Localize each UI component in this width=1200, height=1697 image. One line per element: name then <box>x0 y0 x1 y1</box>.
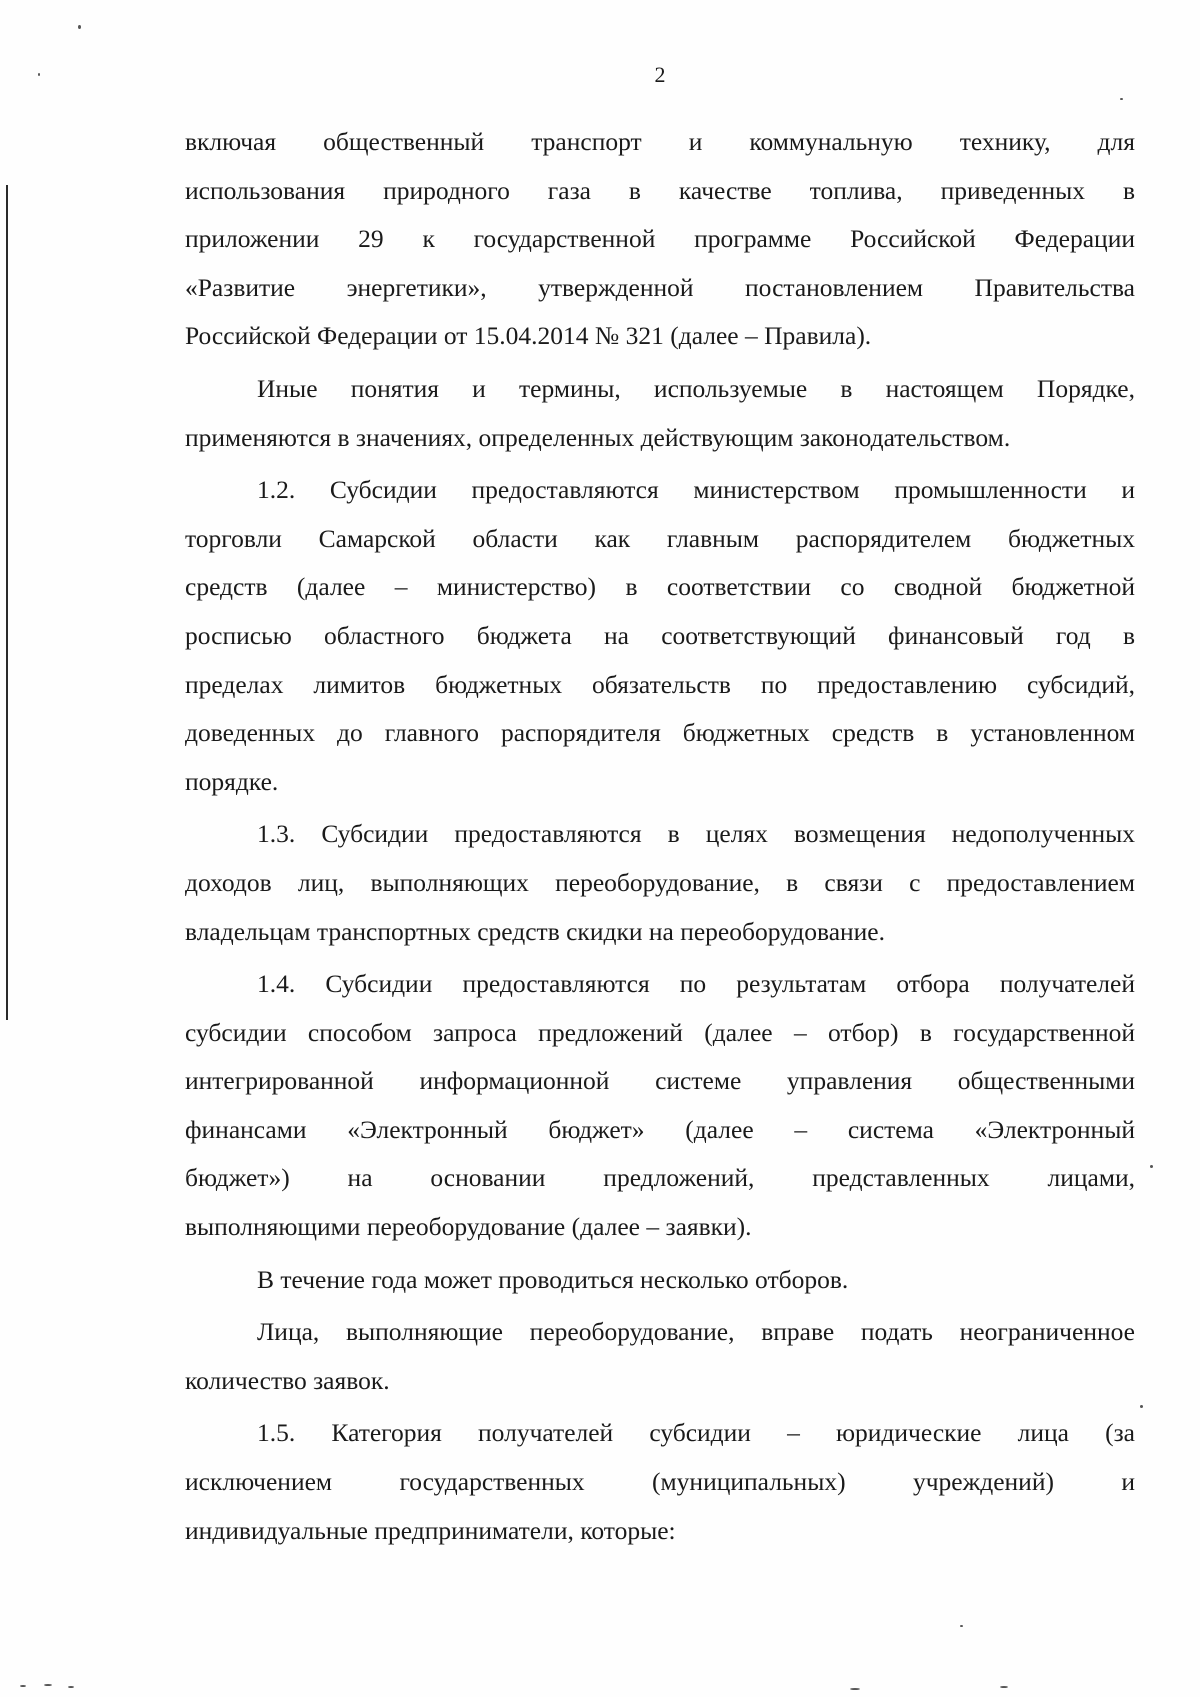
paragraph <box>185 960 1135 1252</box>
paragraph <box>185 1409 1135 1555</box>
text-line: включая общественный транспорт и коммунальную технику, для <box>185 127 1135 156</box>
text-line: владельцам транспортных средств скидки на переоборудование. <box>185 916 885 946</box>
paragraph <box>185 1256 1135 1305</box>
scan-speck <box>1150 1165 1153 1168</box>
scan-speck <box>1000 1686 1008 1688</box>
page-number: 2 <box>654 62 666 87</box>
scan-speck <box>68 1686 74 1688</box>
text-line: В течение года может проводиться несколько отборов. <box>257 1264 849 1294</box>
text-line: применяются в значениях, определенных действующим законодательством. <box>185 422 1011 452</box>
text-line: пределах лимитов бюджетных обязательств по предоставлению субсидий, <box>185 669 1135 699</box>
text-line: бюджет») на основании предложений, представленных лицами, <box>185 1163 1135 1193</box>
text-line: количество заявок. <box>185 1365 390 1395</box>
scan-speck <box>44 1684 52 1686</box>
text-line: «Развитие энергетики», утвержденной постановлением Правительства <box>185 272 1135 302</box>
document-body <box>185 118 1135 1555</box>
paragraph <box>185 118 1135 361</box>
text-line: средств (далее – министерство) в соответствии со сводной бюджетной <box>185 572 1135 602</box>
scan-speck <box>20 1685 26 1687</box>
text-line: исключением государственных (муниципальных) учреждений) и <box>185 1467 1135 1497</box>
text-line: интегрированной информационной системе управления общественными <box>185 1066 1135 1096</box>
paragraph <box>185 365 1135 462</box>
text-line: 1.4. Субсидии предоставляются по результатам отбора получателей <box>257 969 1135 999</box>
text-line: доходов лиц, выполняющих переоборудование, в связи с предоставлением <box>185 867 1135 897</box>
text-line: субсидии способом запроса предложений (далее – отбор) в государственной <box>185 1017 1135 1047</box>
text-line: финансами «Электронный бюджет» (далее – система «Электронный <box>185 1114 1135 1144</box>
paragraph <box>185 1308 1135 1405</box>
text-line: Лица, выполняющие переоборудование, вправе подать неограниченное <box>257 1317 1135 1347</box>
paragraph <box>185 466 1135 806</box>
text-line: приложении 29 к государственной программе Российской Федерации <box>185 224 1135 254</box>
scan-speck <box>38 73 40 76</box>
scan-speck <box>960 1625 963 1627</box>
text-line: выполняющими переоборудование (далее – заявки). <box>185 1212 752 1242</box>
text-line: Иные понятия и термины, используемые в настоящем Порядке, <box>257 373 1135 403</box>
text-line: индивидуальные предприниматели, которые: <box>185 1515 676 1545</box>
scan-edge-line <box>6 185 8 1020</box>
scan-speck <box>850 1688 860 1690</box>
paragraph <box>185 810 1135 956</box>
scan-speck <box>1140 1405 1143 1408</box>
text-line: 1.5. Категория получателей субсидии – юридические лица (за <box>257 1418 1135 1448</box>
text-line: 1.3. Субсидии предоставляются в целях возмещения недополученных <box>257 819 1135 849</box>
text-line: доведенных до главного распорядителя бюджетных средств в установленном <box>185 718 1135 748</box>
scan-speck <box>78 25 81 29</box>
text-line: торговли Самарской области как главным распорядителем бюджетных <box>185 523 1135 553</box>
text-line: росписью областного бюджета на соответствующий финансовый год в <box>185 620 1135 650</box>
text-line: использования природного газа в качестве топлива, приведенных в <box>185 175 1135 205</box>
text-line: порядке. <box>185 766 279 796</box>
scan-speck <box>1120 98 1123 100</box>
text-line: 1.2. Субсидии предоставляются министерством промышленности и <box>257 475 1135 505</box>
text-line: Российской Федерации от 15.04.2014 № 321 (далее – Правила). <box>185 321 872 351</box>
